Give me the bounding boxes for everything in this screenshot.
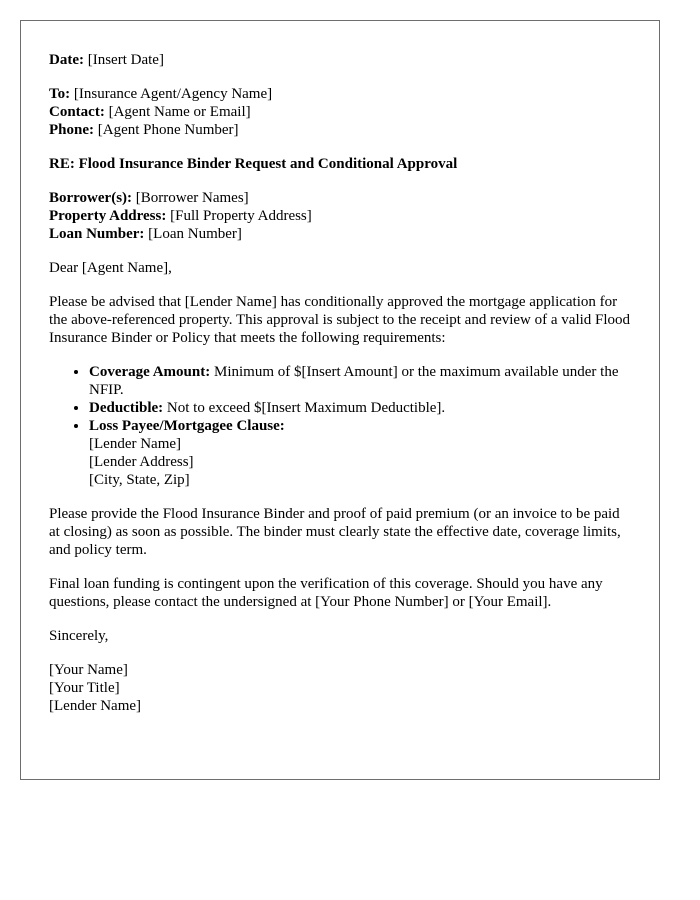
loan-info-block xyxy=(49,189,631,243)
property-address-label: Property Address: xyxy=(49,208,167,224)
coverage-text: Minimum of $[Insert Amount] or the maximum available under the NFIP. xyxy=(89,364,619,398)
to-value: [Insurance Agent/Agency Name] xyxy=(73,86,273,102)
date-value: [Insert Date] xyxy=(87,52,164,68)
signature-title: [Your Title] xyxy=(49,680,120,696)
subject-text: RE: Flood Insurance Binder Request and Conditional Approval xyxy=(49,156,458,172)
requirements-list xyxy=(49,363,631,489)
deductible-label: Deductible: xyxy=(89,400,164,416)
to-label: To: xyxy=(49,86,71,102)
funding-paragraph: Final loan funding is contingent upon the verification of this coverage. Should you have any questions, please contact the undersigned at [Your Phone Number] or [Your Email]. xyxy=(49,576,603,610)
requirement-deductible xyxy=(89,399,631,417)
deductible-text: Not to exceed $[Insert Maximum Deductible]. xyxy=(166,400,446,416)
loan-number-value: [Loan Number] xyxy=(148,226,242,242)
phone-value: [Agent Phone Number] xyxy=(97,122,239,138)
request-paragraph: Please provide the Flood Insurance Binder and proof of paid premium (or an invoice to be paid at closing) as soon as possible. The binder must clearly state the effective date, coverage limits, and policy term. xyxy=(49,506,621,558)
contact-value: [Agent Name or Email] xyxy=(108,104,251,120)
date-label: Date: xyxy=(49,52,84,68)
signature-block xyxy=(49,661,631,715)
payee-lender-address: [Lender Address] xyxy=(89,454,194,470)
phone-label: Phone: xyxy=(49,122,94,138)
phone-line xyxy=(49,121,631,139)
intro-paragraph: Please be advised that [Lender Name] has conditionally approved the mortgage application for the above-referenced property. This approval is subject to the receipt and review of a valid Flood Insurance Binder or Policy that meets the following requirements: xyxy=(49,294,631,346)
borrowers-value: [Borrower Names] xyxy=(135,190,249,206)
contact-label: Contact: xyxy=(49,104,105,120)
payee-label: Loss Payee/Mortgagee Clause: xyxy=(89,418,285,434)
property-address-line xyxy=(49,207,631,225)
loan-number-label: Loan Number: xyxy=(49,226,145,242)
date-line xyxy=(49,51,631,69)
requirement-coverage xyxy=(89,363,631,399)
contact-line xyxy=(49,103,631,121)
closing: Sincerely, xyxy=(49,628,109,644)
salutation: Dear [Agent Name], xyxy=(49,260,172,276)
payee-lender-name: [Lender Name] xyxy=(89,436,182,452)
to-line xyxy=(49,85,631,103)
borrowers-line xyxy=(49,189,631,207)
payee-city-state-zip: [City, State, Zip] xyxy=(89,472,190,488)
letter-document xyxy=(20,20,660,780)
requirement-loss-payee xyxy=(89,417,631,489)
property-address-value: [Full Property Address] xyxy=(170,208,312,224)
recipient-block xyxy=(49,85,631,139)
signature-name: [Your Name] xyxy=(49,662,128,678)
borrowers-label: Borrower(s): xyxy=(49,190,133,206)
coverage-label: Coverage Amount: xyxy=(89,364,211,380)
signature-lender: [Lender Name] xyxy=(49,698,142,714)
subject-line xyxy=(49,155,631,173)
loan-number-line xyxy=(49,225,631,243)
